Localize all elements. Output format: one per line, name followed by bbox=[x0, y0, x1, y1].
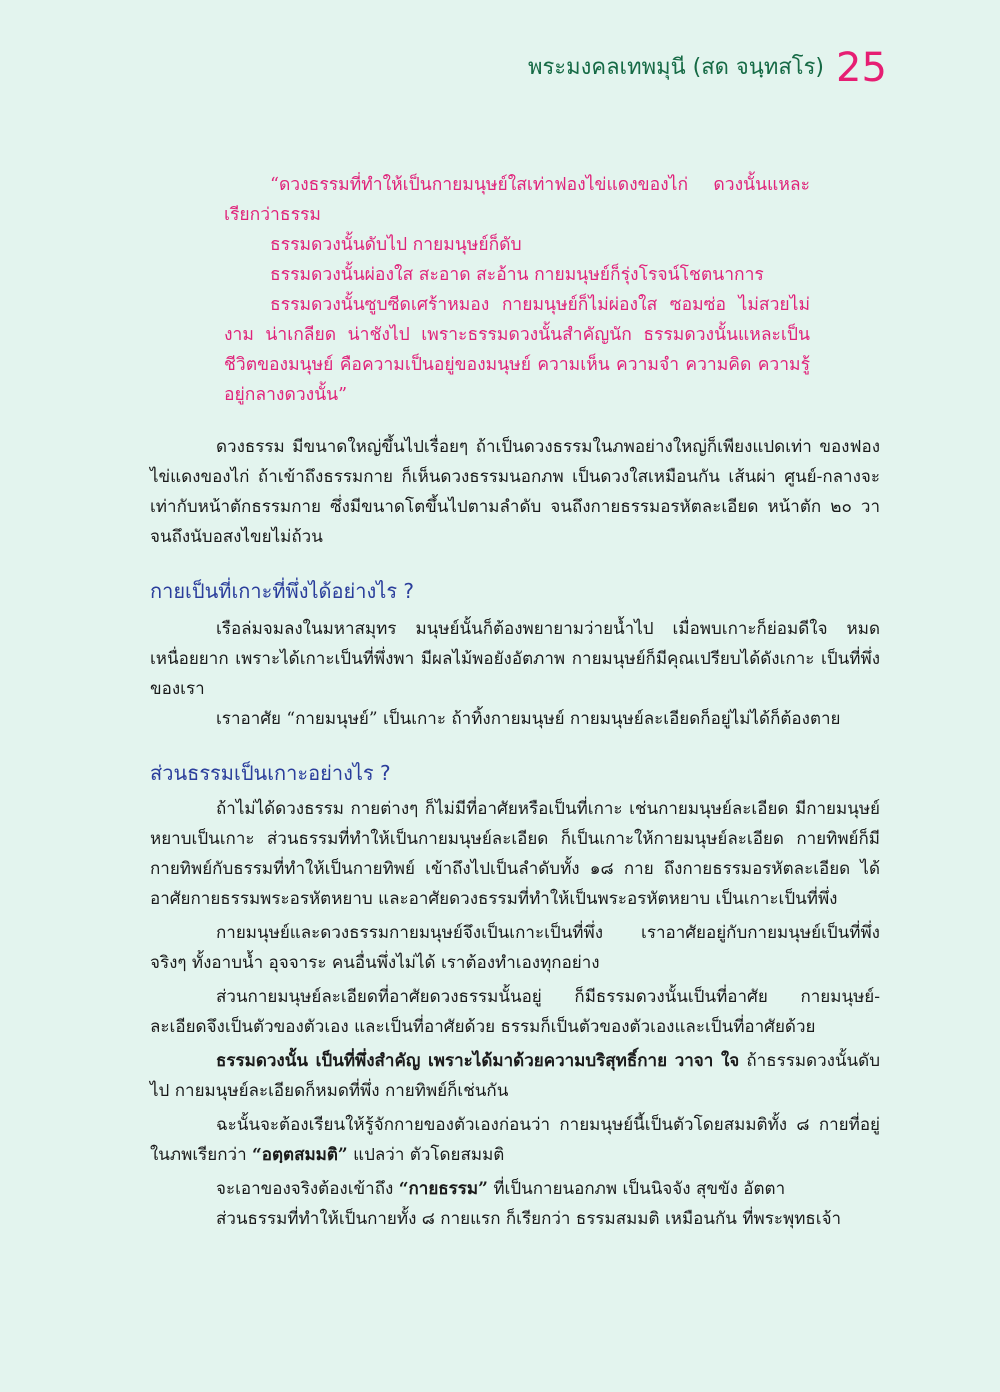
body-paragraph: ถ้าไม่ได้ดวงธรรม กายต่างๆ ก็ไม่มีที่อาศัยหรือเป็นที่เกาะ เช่นกายมนุษย์ละเอียด มีกายมนุษย์หยาบเป็นเกาะ ส่วนธรรมที่ทำให้เป็นกายมนุษย์ละเอียด ก็เป็นเกาะให้กายมนุษย์ละเอียด กายทิพย์ก็มีกายทิพย์กับธรรมที่ทำให้เป็นกายทิพย์ เข้าถึงไปเป็นลำดับทั้ง ๑๘ กาย ถึงกายธรรมอรหัตละเอียด ได้อาศัยกายธรรมพระอรหัตหยาบ และอาศัยดวงธรรมที่ทำให้เป็นพระอรหัตหยาบ เป็นเกาะเป็นที่พึ่ง bbox=[150, 799, 880, 909]
quote-paragraph: ธรรมดวงนั้นผ่องใส สะอาด สะอ้าน กายมนุษย์ก็รุ่งโรจน์โชตนาการ bbox=[270, 265, 764, 285]
bold-term: “อตฺตสมมติ” bbox=[252, 1145, 348, 1165]
body-paragraph bbox=[150, 1110, 880, 1170]
body-paragraph: ดวงธรรม มีขนาดใหญ่ขึ้นไปเรื่อยๆ ถ้าเป็นดวงธรรมในภพอย่างใหญ่ก็เพียงแปดเท่า ของฟองไข่แดงของไก่ ถ้าเข้าถึงธรรมกาย ก็เห็นดวงธรรมนอกภพ เป็นดวงใสเหมือนกัน เส้นผ่า ศูนย์-กลางจะเท่ากับหน้าตักธรรมกาย ซึ่งมีขนาดโตขึ้นไปตามลำดับ จนถึงกายธรรมอรหัตละเอียด หน้าตัก ๒๐ วา จนถึงนับอสงไขยไม่ถ้วน bbox=[150, 437, 880, 547]
plain-phrase: ถ้าธรรมดวงนั้นดับไป กายมนุษย์ละเอียดก็หมดที่พึ่ง กายทิพย์ก็เช่นกัน bbox=[150, 1051, 880, 1101]
pink-quotation-block bbox=[224, 170, 810, 410]
body-section-intro bbox=[150, 432, 880, 552]
quote-paragraph: ธรรมดวงนั้นซูบซีดเศร้าหมอง กายมนุษย์ก็ไม่ผ่องใส ซอมซ่อ ไม่สวยไม่งาม น่าเกลียด น่าชังไป เพราะธรรมดวงนั้นสำคัญนัก ธรรมดวงนั้นแหละเป็นชีวิตของมนุษย์ คือความเป็นอยู่ของมนุษย์ ความเห็น ความจำ ความคิด ความรู้ อยู่กลางดวงนั้น” bbox=[224, 295, 810, 405]
page-number: 25 bbox=[836, 45, 887, 91]
plain-phrase: ฉะนั้นจะต้องเรียนให้รู้จักกายของตัวเองก่อนว่า กายมนุษย์นี้เป็นตัวโดยสมมติทั้ง ๘ กายที่อยู่ในภพเรียกว่า bbox=[150, 1115, 880, 1165]
running-header-title: พระมงคลเทพมุนี (สด จนฺทสโร) bbox=[527, 55, 824, 80]
body-paragraph: ส่วนกายมนุษย์ละเอียดที่อาศัยดวงธรรมนั้นอยู่ ก็มีธรรมดวงนั้นเป็นที่อาศัย กายมนุษย์-ละเอียดจึงเป็นตัวของตัวเอง และเป็นที่อาศัยด้วย ธรรมก็เป็นตัวของตัวเองและเป็นที่อาศัยด้วย bbox=[150, 987, 880, 1037]
quote-paragraph: ธรรมดวงนั้นดับไป กายมนุษย์ก็ดับ bbox=[270, 235, 522, 255]
body-paragraph: เรือล่มจมลงในมหาสมุทร มนุษย์นั้นก็ต้องพยายามว่ายน้ำไป เมื่อพบเกาะก็ย่อมดีใจ หมดเหนื่อยยาก เพราะได้เกาะเป็นที่พึ่งพา มีผลไม้พอยังอัตภาพ กายมนุษย์ก็มีคุณเปรียบได้ดังเกาะ เป็นที่พึ่งของเรา bbox=[150, 619, 880, 699]
section-heading-dhamma-island: ส่วนธรรมเป็นเกาะอย่างไร ? bbox=[150, 761, 391, 785]
quote-paragraph: “ดวงธรรมที่ทำให้เป็นกายมนุษย์ใสเท่าฟองไข่แดงของไก่ ดวงนั้นแหละเรียกว่าธรรม bbox=[224, 175, 810, 225]
body-paragraph: กายมนุษย์และดวงธรรมกายมนุษย์จึงเป็นเกาะเป็นที่พึ่ง เราอาศัยอยู่กับกายมนุษย์เป็นที่พึ่งจริงๆ ทั้งอาบน้ำ อุจจาระ คนอื่นพึ่งไม่ได้ เราต้องทำเองทุกอย่าง bbox=[150, 923, 880, 973]
bold-phrase: ธรรมดวงนั้น เป็นที่พึ่งสำคัญ เพราะได้มาด้วยความบริสุทธิ์กาย วาจา ใจ bbox=[216, 1051, 740, 1071]
plain-phrase: จะเอาของจริงต้องเข้าถึง bbox=[216, 1179, 399, 1199]
body-section-dhamma-island bbox=[150, 794, 880, 1234]
body-section-island-body bbox=[150, 614, 880, 734]
plain-phrase: ที่เป็นกายนอกภพ เป็นนิจจัง สุขขัง อัตตา bbox=[487, 1179, 786, 1199]
plain-phrase: แปลว่า ตัวโดยสมมติ bbox=[347, 1145, 505, 1165]
section-heading-island-body: กายเป็นที่เกาะที่พึ่งได้อย่างไร ? bbox=[150, 579, 415, 603]
body-paragraph: เราอาศัย “กายมนุษย์” เป็นเกาะ ถ้าทิ้งกายมนุษย์ กายมนุษย์ละเอียดก็อยู่ไม่ได้ก็ต้องตาย bbox=[216, 709, 841, 729]
bold-term: “กายธรรม” bbox=[398, 1179, 488, 1199]
body-paragraph: ส่วนธรรมที่ทำให้เป็นกายทั้ง ๘ กายแรก ก็เรียกว่า ธรรมสมมติ เหมือนกัน ที่พระพุทธเจ้า bbox=[216, 1209, 842, 1229]
body-paragraph bbox=[150, 1174, 880, 1204]
body-paragraph-emphasis bbox=[150, 1046, 880, 1106]
